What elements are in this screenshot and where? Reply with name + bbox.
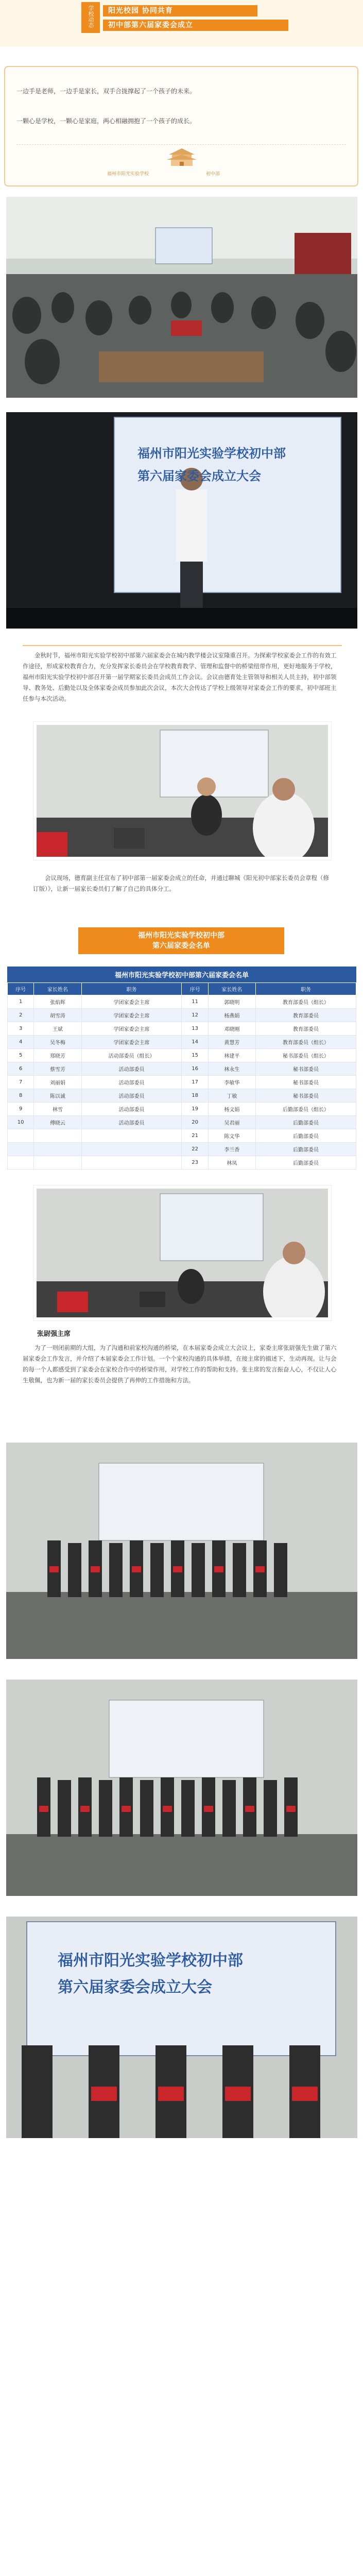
header-title-line2: 初中部第六届家委会成立: [103, 20, 288, 31]
table-cell: 傅晓云: [34, 1116, 81, 1129]
table-row: [8, 1089, 356, 1103]
table-cell: 23: [182, 1156, 208, 1170]
pagoda-icon: [164, 147, 200, 168]
intro-line1: 一边手是老师，一边手是家长，双手合拢撑起了一个孩子的未来。: [16, 88, 196, 95]
table-cell: 20: [182, 1116, 208, 1129]
photo-meeting-room: [6, 197, 357, 398]
paragraph-1-text: 金秋时节，福州市阳光实验学校初中部第六届家委会在城内教学楼会议室隆重召开。为探索学校家委会工作的有效工作途径，形成家校教育合力，充分发挥家长委员会在学校教育教学、管理和监督中的桥梁纽带作用，更好地服务于学校，福州市阳光实验学校初中部召开第一届学期家长委员会成员工作会议。会议由德育处主管领导和相关人员主持，初中部领导、教务处、后勤处以及全体家委会成员参加此次会议，本次大会传达了学校上级领导对家委会工作的要求，初中部班主任参与本次活动。: [23, 652, 337, 702]
table-cell: [34, 1129, 81, 1143]
table-row: [8, 1129, 356, 1143]
roster-caption: 福州市阳光实验学校初中部第六届家委会名单: [7, 967, 356, 982]
intro-box: [4, 66, 358, 187]
table-row: [8, 1036, 356, 1049]
table-cell: 11: [182, 995, 208, 1009]
table-cell: [8, 1156, 34, 1170]
photo-frame-table: [33, 721, 332, 860]
table-cell: 李兰香: [208, 1143, 255, 1156]
table-cell: [8, 1143, 34, 1156]
table-row: [8, 1103, 356, 1116]
table-cell: 秘书部委员: [256, 1062, 356, 1076]
table-cell: 张焰辉: [34, 995, 81, 1009]
roster-table-wrap: [7, 967, 356, 1170]
table-cell: 秘书部委员: [256, 1089, 356, 1103]
intro-divider: [16, 144, 346, 145]
paragraph-2-text: 会议现场，德育副主任宣布了初中部第一届家委会成立的任命，并通过聊城《阳光初中部家长委员会章程（修订版）》，让新一届家长委员们了解了自己的具体分工。: [33, 874, 329, 892]
table-cell: 后勤部委员（组长）: [256, 1103, 356, 1116]
table-cell: 学团家委会主席: [81, 1022, 182, 1036]
photo-group-2: [6, 1680, 357, 1896]
table-cell: 吴君丽: [208, 1116, 255, 1129]
table-row: [8, 1076, 356, 1089]
table-cell: 林建平: [208, 1049, 255, 1062]
col-header: 序号: [8, 983, 34, 995]
table-cell: 后勤部委员: [256, 1143, 356, 1156]
table-cell: 陈以诚: [34, 1089, 81, 1103]
paragraph-2: [33, 873, 332, 894]
table-cell: 秘书部委员（组长）: [256, 1049, 356, 1062]
table-cell: 刘丽娟: [34, 1076, 81, 1089]
table-cell: 林凤: [208, 1156, 255, 1170]
table-cell: 3: [8, 1022, 34, 1036]
intro-line2: 一颗心是学校，一颗心是家庭，两心相融拥抱了一个孩子的成长。: [16, 117, 196, 125]
table-cell: 郑晓芳: [34, 1049, 81, 1062]
intro-foot-right: 初中部: [206, 172, 220, 177]
col-header: 家长姓名: [34, 983, 81, 995]
roster-banner: [78, 927, 284, 954]
table-cell: 活动部委员: [81, 1089, 182, 1103]
table-cell: 杨燕娟: [208, 1009, 255, 1022]
table-cell: 15: [182, 1049, 208, 1062]
table-row: [8, 1049, 356, 1062]
speaker-name-tag: 张尉强主席: [37, 1330, 71, 1338]
table-cell: 丁敏: [208, 1089, 255, 1103]
table-cell: 蔡雪芳: [34, 1062, 81, 1076]
table-cell: 教育部委员: [256, 1022, 356, 1036]
col-header: 家长姓名: [208, 983, 255, 995]
table-row: [8, 1022, 356, 1036]
paragraph-3-text: 为了一则闭前期的大组，为了沟通和前家校沟通的桥梁，在本届家委会成立大会议上，家委主席张尉强先生做了第六届家委会工作发言，并介绍了本届家委会工作计划。一个个家校沟通的具体举措，在接主席的描述下，生动再现。让与会的每一个人都感受到了家委会在家校合作中的桥梁作用，对学校工作的帮助和支持。张主席的发言振奋人心，不仅让人心生敬佩，也为新一届的家长委员会提供了再伸的工作措施和方法。: [23, 1344, 337, 1384]
table-cell: 学团家委会主席: [81, 1009, 182, 1022]
leaders-banner-line1: 福州市阳光实验学校初中部: [58, 1952, 243, 1970]
table-cell: 秘书部委员: [256, 1076, 356, 1089]
intro-foot-left: 福州市阳光实验学校: [107, 172, 149, 177]
table-row: [8, 1062, 356, 1076]
table-cell: 18: [182, 1089, 208, 1103]
col-header: 职务: [81, 983, 182, 995]
header-tag-text: 学校动态: [88, 5, 94, 28]
table-cell: 1: [8, 995, 34, 1009]
stage-banner-line2: 第六届家委会成立大会: [137, 468, 261, 483]
photo-stage-speech: [6, 412, 357, 629]
table-cell: 活动部委员: [81, 1062, 182, 1076]
table-cell: 5: [8, 1049, 34, 1062]
table-cell: 学团家委会主席: [81, 1036, 182, 1049]
table-cell: 后勤部委员: [256, 1116, 356, 1129]
table-cell: 9: [8, 1103, 34, 1116]
roster-table: [7, 967, 356, 1170]
table-row: [8, 1156, 356, 1170]
table-cell: 邓晓刚: [208, 1022, 255, 1036]
table-cell: 胡雪涛: [34, 1009, 81, 1022]
table-cell: 活动部委员（组长）: [81, 1049, 182, 1062]
table-cell: 2: [8, 1009, 34, 1022]
table-row: [8, 1009, 356, 1022]
header-title-line1: 阳光校园 协同共育: [103, 5, 257, 16]
table-cell: 学团家委会主席: [81, 995, 182, 1009]
roster-banner-line2: 第六届家委会名单: [152, 942, 210, 950]
table-cell: 活动部委员: [81, 1076, 182, 1089]
table-cell: 陈文华: [208, 1129, 255, 1143]
table-cell: 12: [182, 1009, 208, 1022]
leaders-banner-line2: 第六届家委会成立大会: [58, 1978, 212, 1996]
table-cell: [81, 1156, 182, 1170]
table-cell: 活动部委员: [81, 1103, 182, 1116]
photo-frame-speaker: [33, 1185, 332, 1321]
table-cell: 10: [8, 1116, 34, 1129]
table-cell: 13: [182, 1022, 208, 1036]
table-cell: 14: [182, 1036, 208, 1049]
header-tag: [81, 2, 100, 33]
table-cell: 后勤部委员: [256, 1156, 356, 1170]
table-cell: 杨文娟: [208, 1103, 255, 1116]
photo-leaders-stage: [6, 1917, 357, 2138]
table-cell: 教育部委员: [256, 1009, 356, 1022]
table-cell: [81, 1129, 182, 1143]
table-cell: 8: [8, 1089, 34, 1103]
col-header: 序号: [182, 983, 208, 995]
table-cell: 黄慧芳: [208, 1036, 255, 1049]
table-row: [8, 1116, 356, 1129]
table-cell: 吴冬梅: [34, 1036, 81, 1049]
table-cell: 教育部委员（组长）: [256, 1036, 356, 1049]
table-cell: 17: [182, 1076, 208, 1089]
stage-banner-line1: 福州市阳光实验学校初中部: [137, 446, 286, 461]
table-cell: [8, 1129, 34, 1143]
roster-banner-line1: 福州市阳光实验学校初中部: [138, 931, 224, 940]
paragraph-3: [23, 1343, 342, 1386]
col-header: 职务: [256, 983, 356, 995]
photo-group-1: [6, 1443, 357, 1659]
table-cell: 6: [8, 1062, 34, 1076]
divider: [23, 645, 342, 646]
table-cell: 7: [8, 1076, 34, 1089]
table-cell: [34, 1156, 81, 1170]
table-cell: 王斌: [34, 1022, 81, 1036]
table-cell: 李敏华: [208, 1076, 255, 1089]
table-cell: [81, 1143, 182, 1156]
table-cell: 22: [182, 1143, 208, 1156]
table-cell: 19: [182, 1103, 208, 1116]
table-cell: 4: [8, 1036, 34, 1049]
table-cell: 林雪: [34, 1103, 81, 1116]
table-row: [8, 995, 356, 1009]
table-cell: 21: [182, 1129, 208, 1143]
table-cell: 郭晓明: [208, 995, 255, 1009]
roster-header-row: [8, 983, 356, 995]
table-row: [8, 1143, 356, 1156]
table-cell: 林永生: [208, 1062, 255, 1076]
table-cell: 活动部委员: [81, 1116, 182, 1129]
table-cell: 教育部委员（组长）: [256, 995, 356, 1009]
table-cell: 后勤部委员: [256, 1129, 356, 1143]
table-cell: 16: [182, 1062, 208, 1076]
paragraph-1: [23, 650, 342, 712]
table-cell: [34, 1143, 81, 1156]
